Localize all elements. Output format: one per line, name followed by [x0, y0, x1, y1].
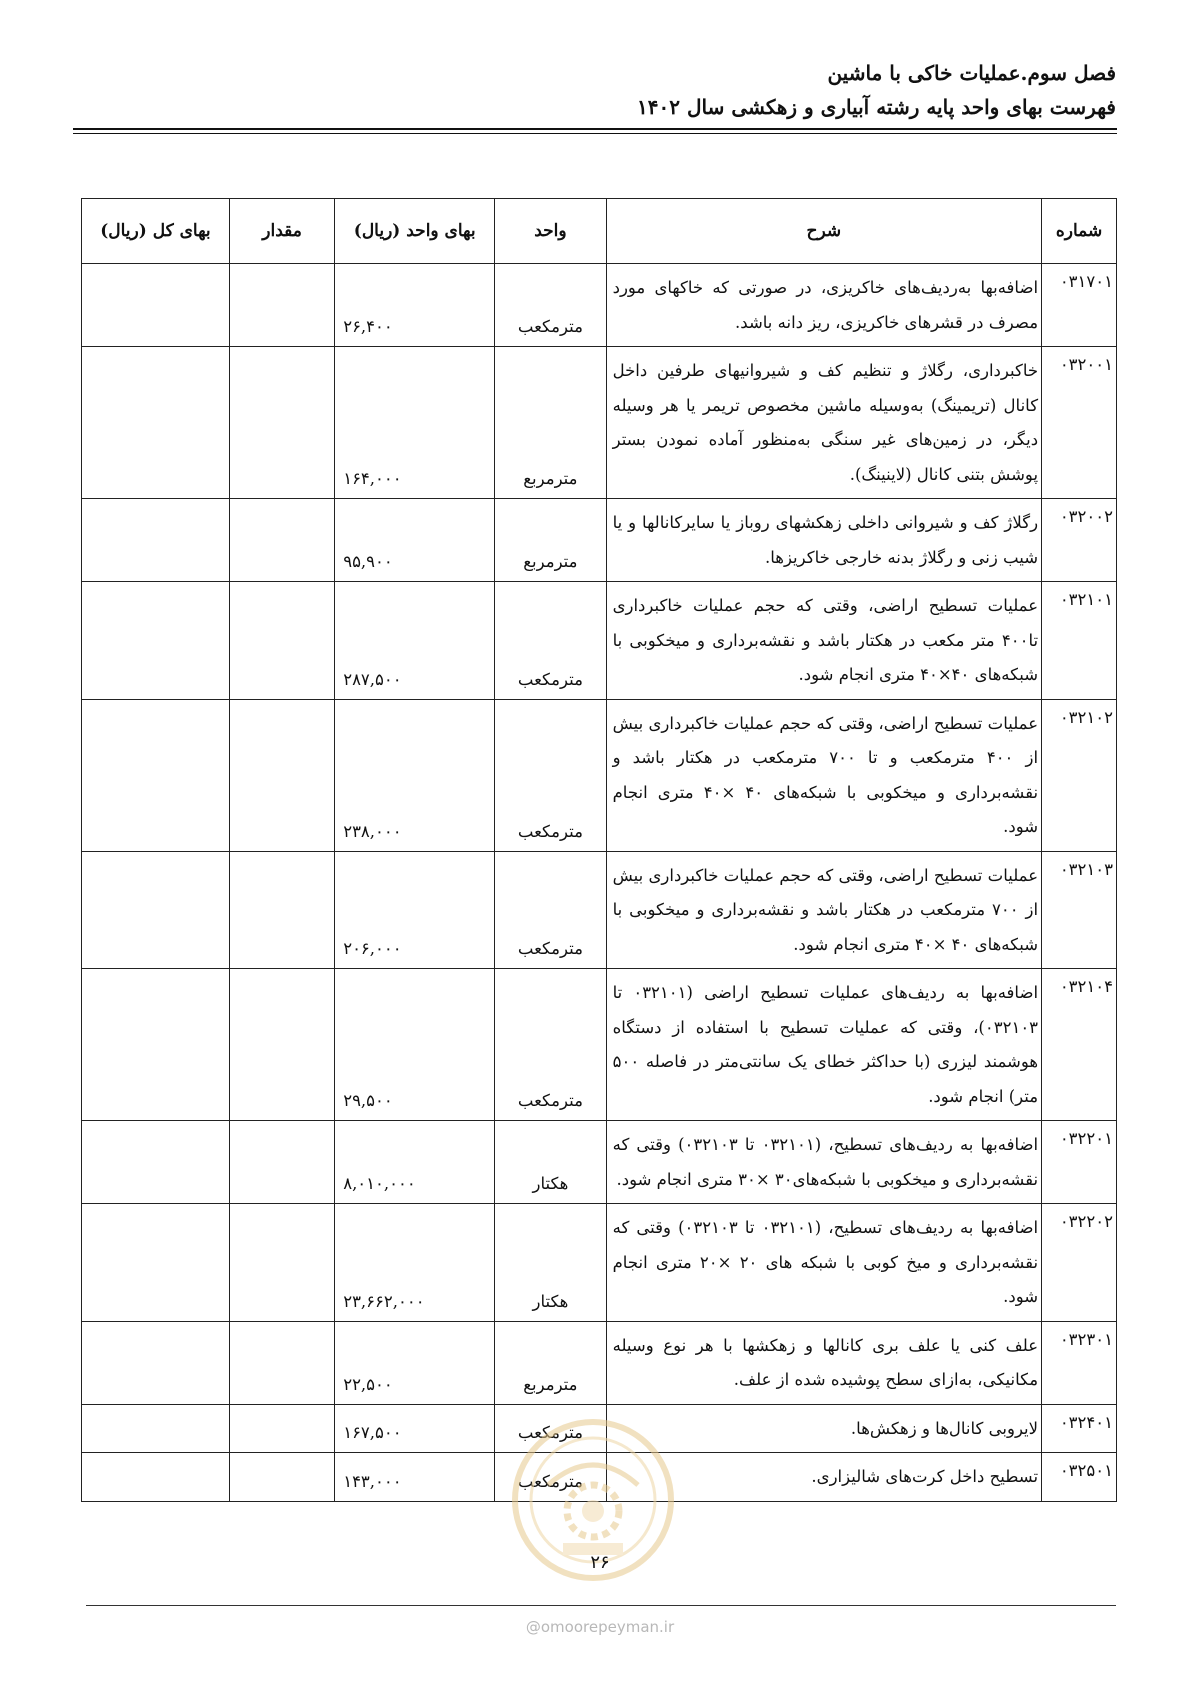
item-unit-price: ۲۰۶,۰۰۰: [335, 851, 495, 969]
item-quantity: [229, 1404, 334, 1453]
item-description: اضافه‌بها به ردیف‌های عملیات تسطیح اراضی (۰۳۲۱۰۱ تا ۰۳۲۱۰۳)، وقتی که عملیات تسطیح با استفاده از دستگاه هوشمند لیزری (با حداکثر خطای یک سانتی‌متر در فاصله ۵۰۰ متر) انجام شود.: [606, 969, 1041, 1121]
document-subtitle: فهرست بهای واحد پایه رشته آبیاری و زهکشی سال ۱۴۰۲: [637, 95, 1116, 119]
item-unit-price: ۲۶,۴۰۰: [335, 264, 495, 347]
item-description: تسطیح داخل کرت‌های شالیزاری.: [606, 1453, 1041, 1502]
item-unit: مترمربع: [495, 1321, 606, 1404]
column-header-total-price: بهای کل (ریال): [82, 199, 230, 264]
item-unit-price: ۱۴۳,۰۰۰: [335, 1453, 495, 1502]
table-row: [82, 582, 1117, 700]
header-divider-thick: [73, 128, 1117, 130]
item-unit: مترمربع: [495, 347, 606, 499]
item-code: ۰۳۱۷۰۱: [1042, 264, 1117, 347]
item-total-price: [82, 1121, 230, 1204]
item-unit-price: ۱۶۴,۰۰۰: [335, 347, 495, 499]
item-unit: مترمکعب: [495, 582, 606, 700]
item-unit-price: ۹۵,۹۰۰: [335, 499, 495, 582]
column-header-description: شرح: [606, 199, 1041, 264]
footer-divider: [86, 1605, 1116, 1606]
table-row: [82, 969, 1117, 1121]
item-unit-price: ۲۳,۶۶۲,۰۰۰: [335, 1204, 495, 1322]
item-description: عملیات تسطیح اراضی، وقتی که حجم عملیات خاکبرداری تا۴۰۰ متر مکعب در هکتار باشد و نقشه‌برداری و میخکوبی با شبکه‌های ۴۰×۴۰ متری انجام شود.: [606, 582, 1041, 700]
item-description: عملیات تسطیح اراضی، وقتی که حجم عملیات خاکبرداری بیش از ۷۰۰ مترمکعب در هکتار باشد و نقشه‌برداری و میخکوبی با شبکه‌های ۴۰ ×۴۰ متری انجام شود.: [606, 851, 1041, 969]
item-unit-price: ۲۸۷,۵۰۰: [335, 582, 495, 700]
site-watermark-text: @omoorepeyman.ir: [525, 1618, 675, 1636]
table-row: [82, 1204, 1117, 1322]
table-row: [82, 264, 1117, 347]
table-row: [82, 1321, 1117, 1404]
item-quantity: [229, 851, 334, 969]
item-total-price: [82, 851, 230, 969]
item-quantity: [229, 347, 334, 499]
item-code: ۰۳۲۱۰۲: [1042, 699, 1117, 851]
item-total-price: [82, 499, 230, 582]
item-code: ۰۳۲۵۰۱: [1042, 1453, 1117, 1502]
item-unit-price: ۲۲,۵۰۰: [335, 1321, 495, 1404]
item-unit: مترمکعب: [495, 264, 606, 347]
item-unit-price: ۲۹,۵۰۰: [335, 969, 495, 1121]
item-total-price: [82, 1453, 230, 1502]
column-header-code: شماره: [1042, 199, 1117, 264]
item-code: ۰۳۲۲۰۱: [1042, 1121, 1117, 1204]
item-unit: هکتار: [495, 1204, 606, 1322]
chapter-title: فصل سوم.عملیات خاکی با ماشین: [827, 61, 1116, 85]
item-unit: هکتار: [495, 1121, 606, 1204]
item-description: اضافه‌بها به ردیف‌های تسطیح، (۰۳۲۱۰۱ تا ۰۳۲۱۰۳) وقتی که نقشه‌برداری و میخ کوبی با شبکه های ۲۰ ×۲۰ متری انجام شود.: [606, 1204, 1041, 1322]
item-total-price: [82, 582, 230, 700]
item-code: ۰۳۲۱۰۴: [1042, 969, 1117, 1121]
item-quantity: [229, 264, 334, 347]
item-code: ۰۳۲۱۰۳: [1042, 851, 1117, 969]
page-number: ۲۶: [590, 1552, 610, 1573]
item-unit-price: ۲۳۸,۰۰۰: [335, 699, 495, 851]
item-unit: مترمربع: [495, 499, 606, 582]
item-unit: مترمکعب: [495, 1453, 606, 1502]
table-row: [82, 851, 1117, 969]
item-quantity: [229, 699, 334, 851]
item-quantity: [229, 969, 334, 1121]
item-unit: مترمکعب: [495, 699, 606, 851]
column-header-unit-price: بهای واحد (ریال): [335, 199, 495, 264]
item-total-price: [82, 699, 230, 851]
item-total-price: [82, 1404, 230, 1453]
table-header-row: [82, 199, 1117, 264]
table-row: [82, 499, 1117, 582]
column-header-unit: واحد: [495, 199, 606, 264]
table-row: [82, 699, 1117, 851]
item-unit-price: ۱۶۷,۵۰۰: [335, 1404, 495, 1453]
item-description: عملیات تسطیح اراضی، وقتی که حجم عملیات خاکبرداری بیش از ۴۰۰ مترمکعب و تا ۷۰۰ مترمکعب در هکتار باشد و نقشه‌برداری و میخکوبی با شبکه‌های ۴۰ ×۴۰ متری انجام شود.: [606, 699, 1041, 851]
header-divider-thin: [73, 133, 1117, 134]
item-total-price: [82, 347, 230, 499]
table-row: [82, 347, 1117, 499]
item-quantity: [229, 499, 334, 582]
item-unit-price: ۸,۰۱۰,۰۰۰: [335, 1121, 495, 1204]
price-list-table: [81, 198, 1117, 1502]
item-description: لایروبی کانال‌ها و زهکش‌ها.: [606, 1404, 1041, 1453]
item-total-price: [82, 1321, 230, 1404]
item-description: اضافه‌بها به‌ردیف‌های خاکریزی، در صورتی که خاکهای مورد مصرف در قشرهای خاکریزی، ریز دانه باشد.: [606, 264, 1041, 347]
item-unit: مترمکعب: [495, 1404, 606, 1453]
item-code: ۰۳۲۴۰۱: [1042, 1404, 1117, 1453]
item-quantity: [229, 1204, 334, 1322]
item-unit: مترمکعب: [495, 969, 606, 1121]
item-code: ۰۳۲۲۰۲: [1042, 1204, 1117, 1322]
item-total-price: [82, 264, 230, 347]
item-total-price: [82, 969, 230, 1121]
item-description: علف کنی یا علف بری کانالها و زهکشها با هر نوع وسیله مکانیکی، به‌ازای سطح پوشیده شده از علف.: [606, 1321, 1041, 1404]
table-row: [82, 1121, 1117, 1204]
item-quantity: [229, 582, 334, 700]
item-unit: مترمکعب: [495, 851, 606, 969]
item-description: اضافه‌بها به ردیف‌های تسطیح، (۰۳۲۱۰۱ تا ۰۳۲۱۰۳) وقتی که نقشه‌برداری و میخکوبی با شبکه‌های۳۰ ×۳۰ متری انجام شود.: [606, 1121, 1041, 1204]
item-quantity: [229, 1121, 334, 1204]
item-code: ۰۳۲۳۰۱: [1042, 1321, 1117, 1404]
item-code: ۰۳۲۰۰۲: [1042, 499, 1117, 582]
item-quantity: [229, 1321, 334, 1404]
page-header: [76, 56, 1116, 124]
item-code: ۰۳۲۰۰۱: [1042, 347, 1117, 499]
column-header-quantity: مقدار: [229, 199, 334, 264]
item-description: خاکبرداری، رگلاژ و تنظیم کف و شیروانیهای طرفین داخل کانال (تریمینگ) به‌وسیله ماشین مخصوص تریمر یا هر وسیله دیگر، در زمین‌های غیر سنگی به‌منظور آماده نمودن بستر پوشش بتنی کانال (لاینینگ).: [606, 347, 1041, 499]
item-total-price: [82, 1204, 230, 1322]
item-description: رگلاژ کف و شیروانی داخلی زهکشهای روباز یا سایرکانالها و یا شیب زنی و رگلاژ بدنه خارجی خاکریزها.: [606, 499, 1041, 582]
item-code: ۰۳۲۱۰۱: [1042, 582, 1117, 700]
item-quantity: [229, 1453, 334, 1502]
